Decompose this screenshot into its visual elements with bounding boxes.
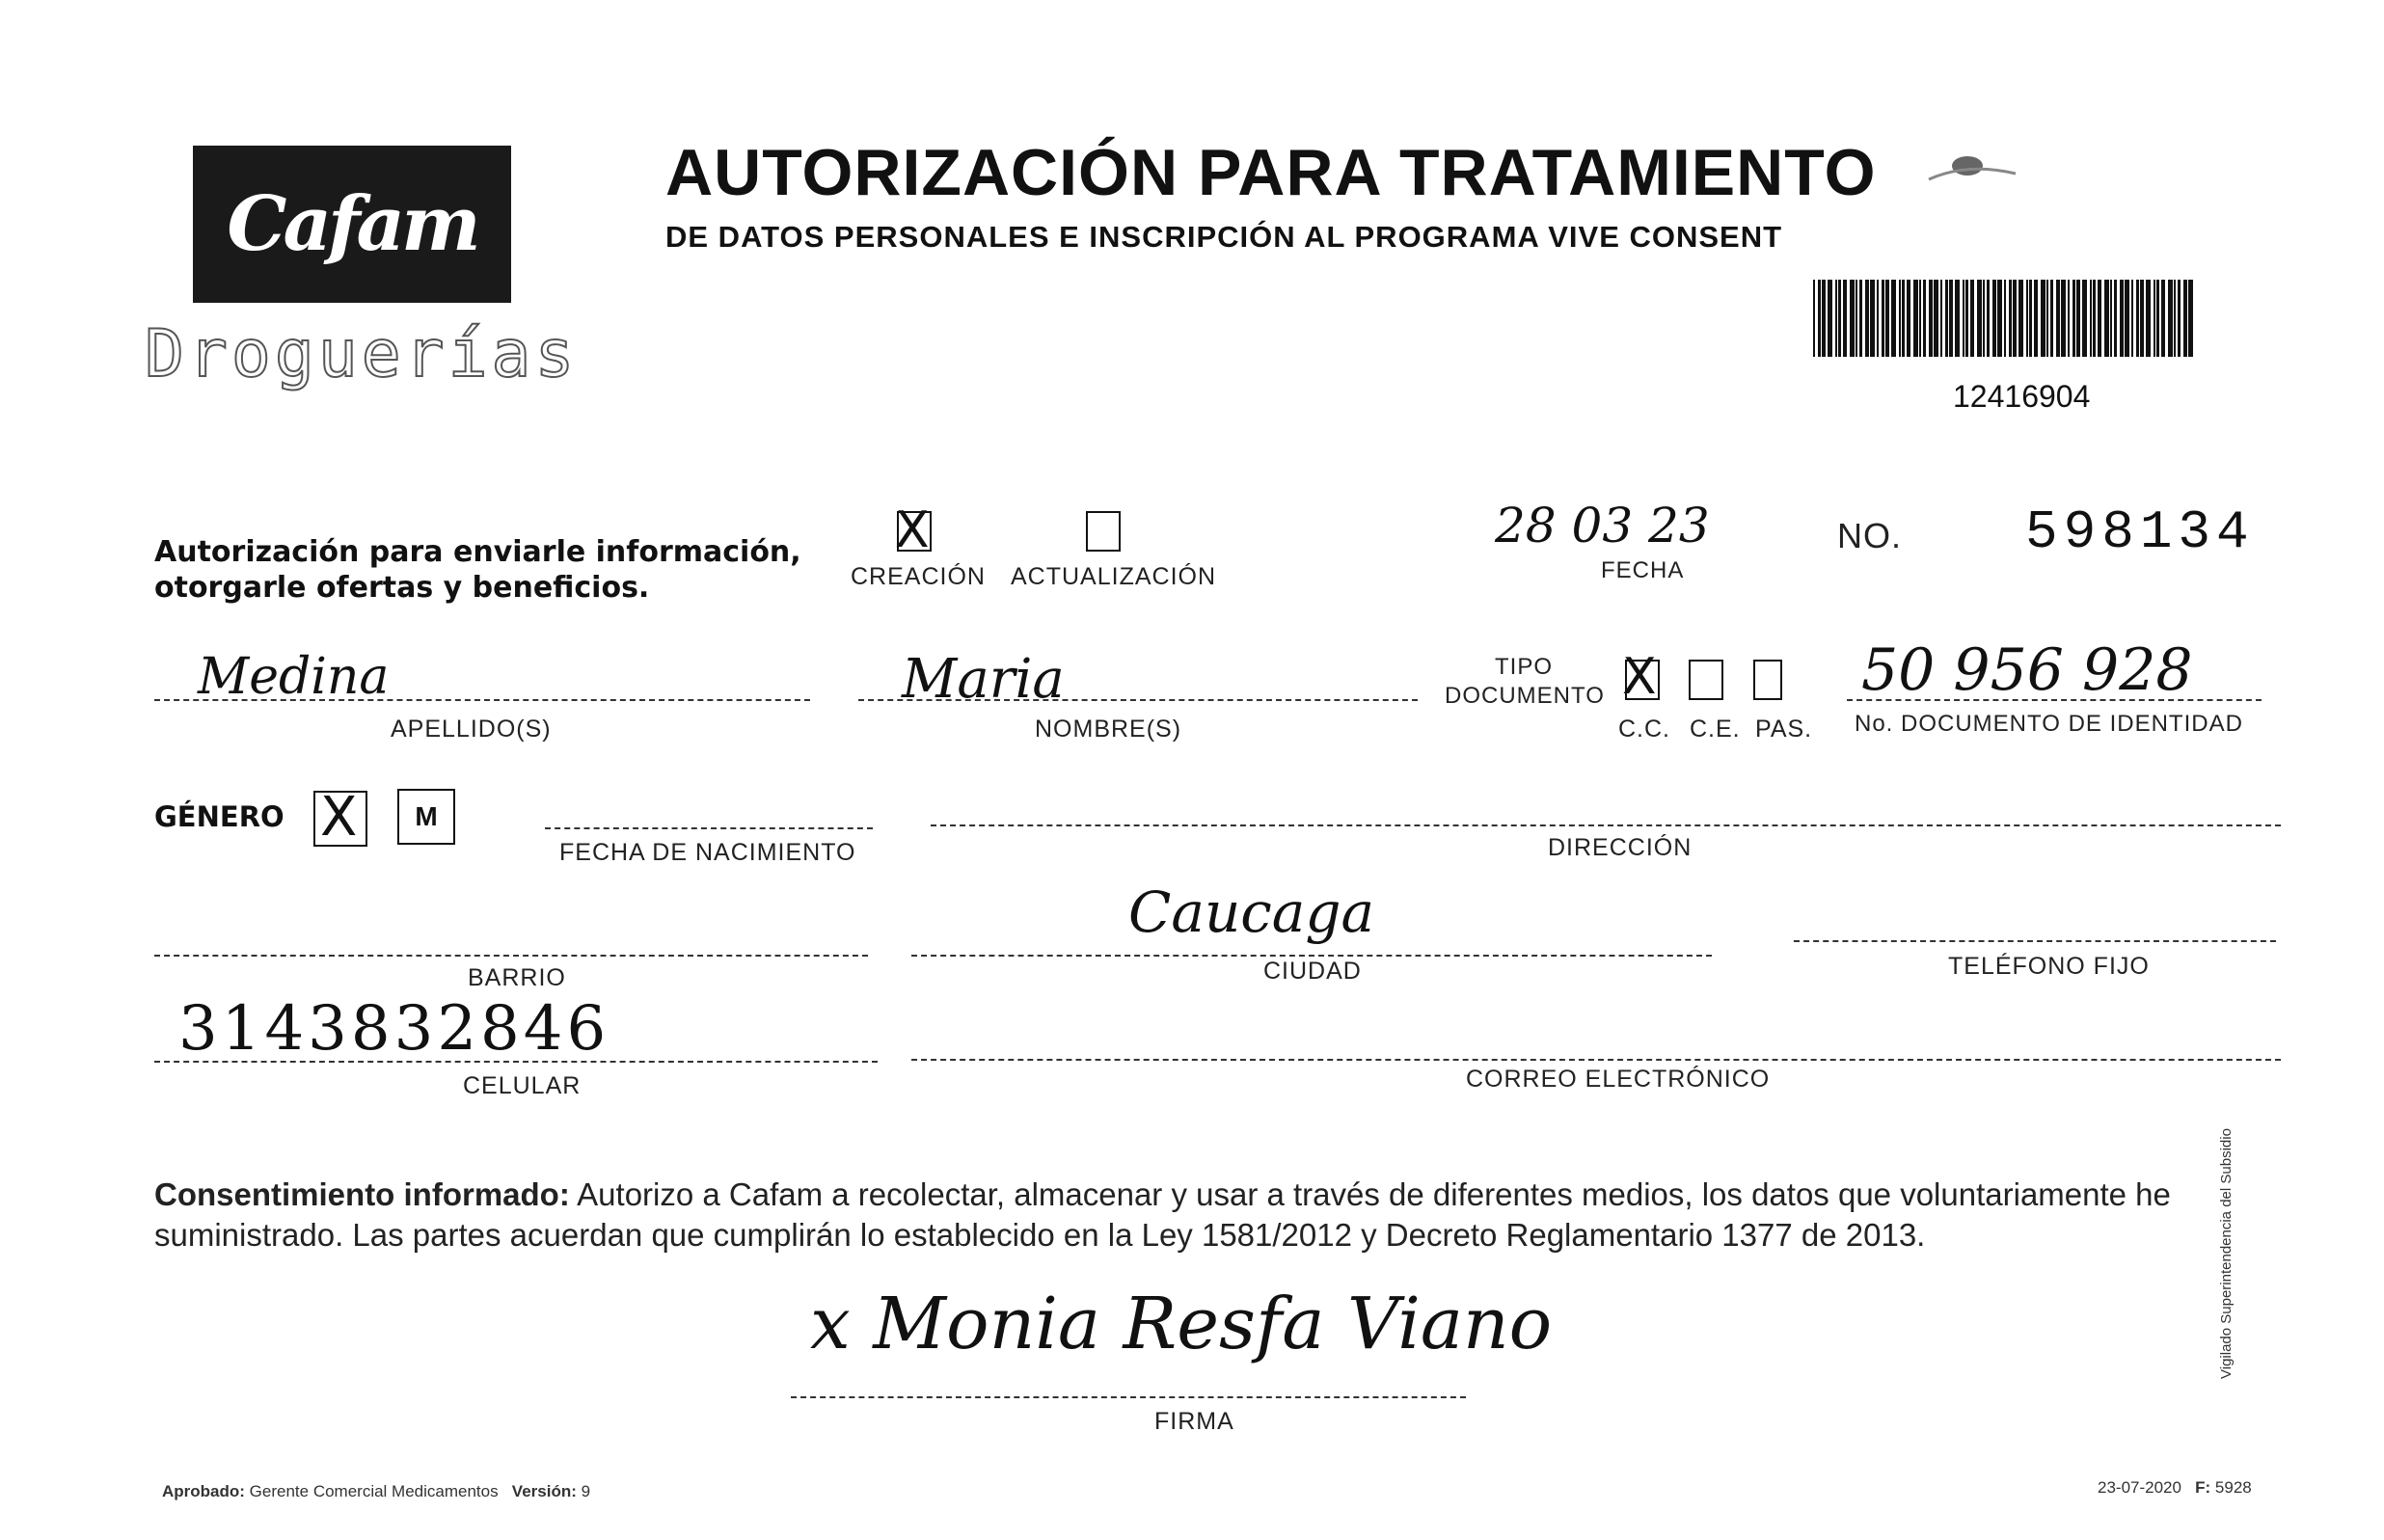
doc-ce-label: C.E. <box>1690 716 1741 743</box>
barcode-bar <box>2009 280 2012 357</box>
barcode-bar <box>2056 280 2060 357</box>
surname-value: Medina <box>198 648 390 706</box>
barcode-bar <box>2046 280 2048 357</box>
doc-cc-check-mark: X <box>1622 648 1657 706</box>
email-line <box>911 1059 2281 1061</box>
barcode-bar <box>1940 280 1942 357</box>
name-label: NOMBRE(S) <box>1035 716 1182 743</box>
gender-f-check-mark: X <box>320 786 358 849</box>
barcode-bar <box>2146 280 2151 357</box>
barcode-bar <box>2013 280 2017 357</box>
barcode-bar <box>1843 280 1847 357</box>
doc-type-label-2: DOCUMENTO <box>1445 683 1605 709</box>
doc-type-label-1: TIPO <box>1495 654 1554 680</box>
doc-number-value: 50 956 928 <box>1861 636 2193 704</box>
barcode-bar <box>1992 280 1996 357</box>
brand-logo-text: Cafam <box>227 180 477 268</box>
barcode-bar <box>1859 280 1862 357</box>
barcode-bar <box>1850 280 1855 357</box>
barcode-bar <box>1813 280 1815 357</box>
surname-label: APELLIDO(S) <box>391 716 552 743</box>
creation-check-mark: X <box>895 501 930 559</box>
barcode-bar <box>2120 280 2124 357</box>
city-label: CIUDAD <box>1263 958 1362 985</box>
brand-subtitle: Droguerías <box>145 316 579 392</box>
doc-number-label: No. DOCUMENTO DE IDENTIDAD <box>1855 711 2243 737</box>
stamp-mark-icon <box>1919 145 2025 193</box>
barcode-bar <box>2125 280 2129 357</box>
intro-line-1: Autorización para enviarle información, <box>154 535 801 569</box>
footer-side-text: Vigilado Superintendencia del Subsidio <box>2218 1128 2235 1379</box>
barcode-bar <box>1955 280 1960 357</box>
city-value: Caucaga <box>1128 879 1375 945</box>
barcode-bar <box>1891 280 1896 357</box>
barcode-bar <box>2114 280 2117 357</box>
barcode-bar <box>2156 280 2159 357</box>
birth-label: FECHA DE NACIMIENTO <box>559 839 856 866</box>
number-label: NO. <box>1837 516 1903 555</box>
gender-label: GÉNERO <box>154 800 284 833</box>
barcode-bar <box>2082 280 2087 357</box>
barcode-bar <box>2161 280 2165 357</box>
barcode-bar <box>2093 280 2096 357</box>
barcode-bar <box>2041 280 2045 357</box>
footer-date: 23-07-2020 <box>2098 1478 2181 1497</box>
barcode-bar <box>1882 280 1884 357</box>
barcode-bar <box>2034 280 2038 357</box>
barcode-bar <box>2050 280 2053 357</box>
barcode-bar <box>2068 280 2070 357</box>
mobile-value: 3143832846 <box>178 993 610 1065</box>
phone-line <box>1794 940 2276 942</box>
barcode-bar <box>1970 280 1974 357</box>
date-value: 28 03 23 <box>1495 498 1710 554</box>
gender-m-checkbox[interactable]: M <box>397 789 455 845</box>
consent-text <box>154 1175 2276 1256</box>
barcode-bar <box>1965 280 1968 357</box>
birth-line <box>545 827 873 829</box>
consent-body: Autorizo a Cafam a recolectar, almacenar y usar a través de diferentes medios, los datos que voluntariamente he suministrado. Las partes acuerdan que cumplirán lo establecido en la Ley 1581/2012 y Decreto Reglamentario 1377 de 2013. <box>154 1176 2171 1253</box>
doc-ce-checkbox[interactable] <box>1689 660 1723 700</box>
barcode-bar <box>2076 280 2080 357</box>
mobile-label: CELULAR <box>463 1072 582 1099</box>
barcode-bar <box>2178 280 2181 357</box>
barcode-bar <box>1870 280 1875 357</box>
barcode-bar <box>1902 280 1905 357</box>
phone-label: TELÉFONO FIJO <box>1948 953 2150 980</box>
barcode-bar <box>1977 280 1982 357</box>
barcode <box>1813 280 2199 357</box>
form-subtitle: DE DATOS PERSONALES E INSCRIPCIÓN AL PROGRAMA VIVE CONSENT <box>665 220 1783 254</box>
barcode-bar <box>2183 280 2187 357</box>
barcode-bar <box>2154 280 2155 357</box>
signature-value: x Monia Resfa Viano <box>810 1283 1553 1365</box>
barcode-bar <box>2090 280 2092 357</box>
barcode-bar <box>1929 280 1933 357</box>
barcode-bar <box>2110 280 2112 357</box>
signature-label: FIRMA <box>1154 1408 1234 1435</box>
barcode-bar <box>2026 280 2028 357</box>
barcode-bar <box>1983 280 1985 357</box>
barcode-bar <box>1919 280 1921 357</box>
intro-line-2: otorgarle ofertas y beneficios. <box>154 571 650 605</box>
barcode-bar <box>1934 280 1938 357</box>
barcode-bar <box>2188 280 2193 357</box>
update-checkbox[interactable] <box>1086 511 1121 552</box>
barcode-number: 12416904 <box>1953 379 2091 414</box>
signature-line <box>791 1396 1466 1398</box>
number-value: 598134 <box>2025 501 2255 563</box>
barcode-bar <box>1899 280 1901 357</box>
form-title: AUTORIZACIÓN PARA TRATAMIENTO <box>665 136 1877 209</box>
barcode-bar <box>2136 280 2139 357</box>
barcode-bar <box>1822 280 1826 357</box>
doc-pas-checkbox[interactable] <box>1753 660 1782 700</box>
date-label: FECHA <box>1601 557 1685 583</box>
email-label: CORREO ELECTRÓNICO <box>1466 1066 1771 1093</box>
footer-approved-label: Aprobado: <box>162 1482 245 1500</box>
address-label: DIRECCIÓN <box>1548 834 1693 861</box>
barcode-bar <box>1987 280 1990 357</box>
barcode-bar <box>2029 280 2032 357</box>
barcode-bar <box>2004 280 2006 357</box>
barrio-line <box>154 955 868 957</box>
barcode-bar <box>1865 280 1869 357</box>
barcode-bar <box>1907 280 1910 357</box>
barcode-bar <box>1818 280 1821 357</box>
address-line <box>931 824 2281 826</box>
update-label: ACTUALIZACIÓN <box>1011 563 1217 590</box>
barcode-bar <box>2072 280 2075 357</box>
barcode-bar <box>1949 280 1953 357</box>
footer-version-value: 9 <box>581 1482 591 1500</box>
barcode-bar <box>1997 280 2002 357</box>
barcode-bar <box>2174 280 2176 357</box>
barcode-bar <box>1838 280 1841 357</box>
barcode-bar <box>2061 280 2066 357</box>
footer-version-label: Versión: <box>511 1482 577 1500</box>
barcode-bar <box>1945 280 1948 357</box>
barcode-bar <box>2140 280 2144 357</box>
barcode-bar <box>2131 280 2133 357</box>
name-value: Maria <box>902 648 1065 711</box>
consent-bold: Consentimiento informado: <box>154 1176 570 1212</box>
barcode-bar <box>2104 280 2109 357</box>
footer-f-label: F: <box>2195 1478 2211 1497</box>
barcode-bar <box>1923 280 1926 357</box>
doc-pas-label: PAS. <box>1755 716 1813 743</box>
barcode-bar <box>2168 280 2173 357</box>
barcode-bar <box>1835 280 1837 357</box>
barcode-bar <box>1885 280 1889 357</box>
barcode-bar <box>1913 280 1918 357</box>
footer-approved-value: Gerente Comercial Medicamentos <box>249 1482 499 1500</box>
barcode-bar <box>1963 280 1964 357</box>
doc-cc-label: C.C. <box>1618 716 1670 743</box>
barcode-bar <box>1828 280 1832 357</box>
city-line <box>911 955 1712 957</box>
barcode-bar <box>1856 280 1857 357</box>
barrio-label: BARRIO <box>468 964 566 991</box>
brand-logo <box>193 146 511 303</box>
barcode-bar <box>2018 280 2023 357</box>
barcode-bar <box>1877 280 1879 357</box>
creation-label: CREACIÓN <box>851 563 986 590</box>
footer-f-value: 5928 <box>2214 1478 2252 1497</box>
barcode-bar <box>2098 280 2101 357</box>
